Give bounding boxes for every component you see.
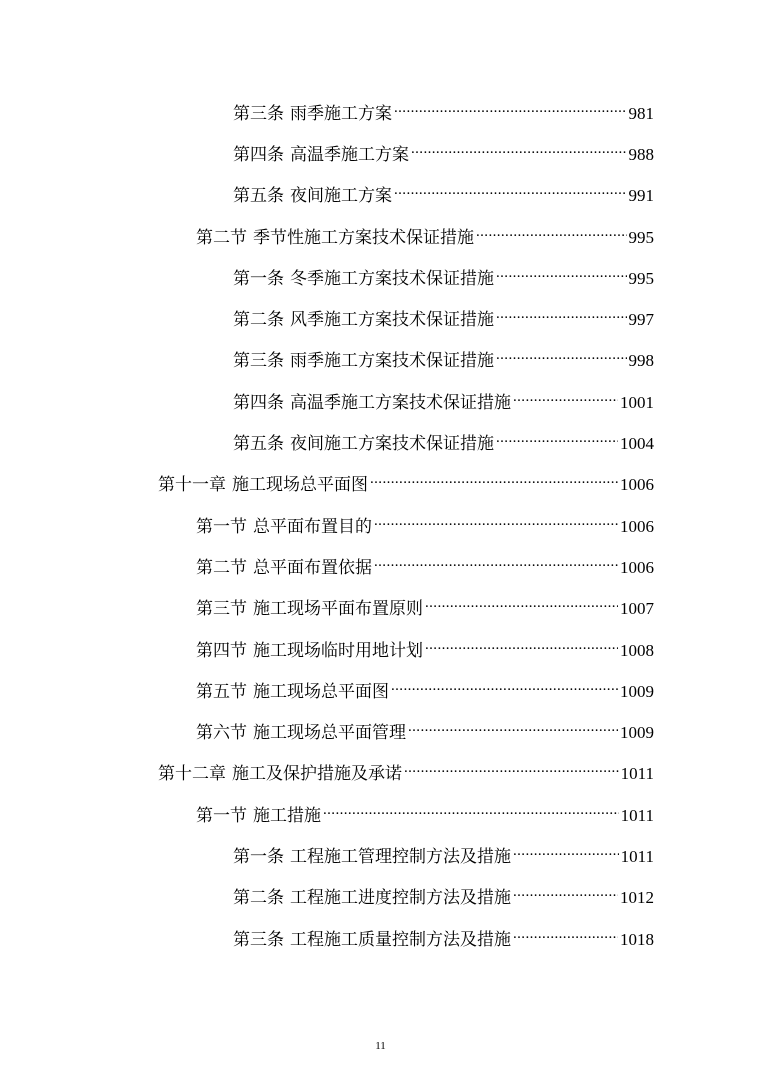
toc-entry[interactable]	[0, 544, 761, 585]
toc-entry-number: 第一条	[233, 268, 284, 289]
toc-entry-title: 风季施工方案技术保证措施	[290, 310, 494, 331]
toc-dot-leader	[404, 757, 619, 779]
toc-entry[interactable]	[0, 833, 761, 874]
toc-entry-page: 1006	[620, 516, 654, 536]
toc-dot-leader	[513, 881, 618, 903]
toc-entry-page: 1006	[620, 475, 654, 495]
toc-entry-page: 1007	[620, 599, 654, 619]
toc-entry-number: 第三节	[196, 599, 247, 620]
toc-entry-page: 1018	[620, 929, 654, 949]
toc-entry-page: 1011	[620, 846, 654, 866]
toc-entry[interactable]	[0, 462, 761, 503]
toc-dot-leader	[513, 386, 618, 408]
toc-entry[interactable]	[0, 709, 761, 750]
toc-entry-title: 施工现场总平面图	[232, 475, 368, 496]
toc-entry-number: 第一节	[196, 805, 247, 826]
toc-entry-title: 工程施工管理控制方法及措施	[290, 846, 511, 867]
toc-entry-number: 第二条	[233, 310, 284, 331]
toc-entry[interactable]	[0, 668, 761, 709]
toc-entry-number: 第十一章	[158, 475, 226, 496]
toc-dot-leader	[496, 262, 627, 284]
toc-entry[interactable]	[0, 379, 761, 420]
toc-entry-title: 施工现场总平面管理	[253, 723, 406, 744]
toc-entry[interactable]	[0, 792, 761, 833]
toc-dot-leader	[513, 840, 619, 862]
toc-dot-leader	[394, 179, 627, 201]
toc-entry-title: 总平面布置依据	[253, 557, 372, 578]
toc-dot-leader	[496, 427, 618, 449]
toc-entry-title: 高温季施工方案技术保证措施	[290, 392, 511, 413]
toc-entry-number: 第四条	[233, 144, 284, 165]
toc-entry-title: 施工现场总平面图	[253, 681, 389, 702]
toc-entry-number: 第二条	[233, 888, 284, 909]
toc-entry-number: 第二节	[196, 557, 247, 578]
toc-entry-number: 第五条	[233, 434, 284, 455]
toc-entry-page: 1004	[620, 434, 654, 454]
toc-entry-page: 995	[628, 268, 654, 288]
toc-entry[interactable]	[0, 90, 761, 131]
toc-dot-leader	[394, 97, 627, 119]
toc-dot-leader	[408, 716, 618, 738]
toc-entry-number: 第五条	[233, 186, 284, 207]
toc-entry-number: 第十二章	[158, 764, 226, 785]
toc-dot-leader	[425, 592, 618, 614]
toc-entry-title: 高温季施工方案	[290, 144, 409, 165]
toc-entry-page: 991	[628, 186, 654, 206]
table-of-contents	[0, 90, 761, 957]
toc-entry-page: 1008	[620, 640, 654, 660]
toc-entry-page: 981	[628, 103, 654, 123]
toc-dot-leader	[374, 510, 618, 532]
toc-entry-number: 第三条	[233, 103, 284, 124]
toc-entry-page: 1011	[620, 764, 654, 784]
toc-entry[interactable]	[0, 503, 761, 544]
toc-entry[interactable]	[0, 875, 761, 916]
toc-entry-number: 第四条	[233, 392, 284, 413]
toc-dot-leader	[391, 675, 618, 697]
toc-dot-leader	[476, 221, 627, 243]
toc-entry[interactable]	[0, 131, 761, 172]
toc-dot-leader	[374, 551, 618, 573]
toc-entry-number: 第一节	[196, 516, 247, 537]
toc-entry-page: 988	[628, 144, 654, 164]
toc-entry-number: 第六节	[196, 723, 247, 744]
toc-entry[interactable]	[0, 627, 761, 668]
toc-entry-page: 1011	[620, 805, 654, 825]
toc-entry[interactable]	[0, 916, 761, 957]
toc-entry-title: 施工现场临时用地计划	[253, 640, 423, 661]
toc-entry[interactable]	[0, 420, 761, 461]
toc-entry[interactable]	[0, 751, 761, 792]
toc-entry-page: 1012	[620, 888, 654, 908]
toc-dot-leader	[425, 634, 618, 656]
toc-entry-page: 997	[628, 310, 654, 330]
toc-entry-page: 1006	[620, 557, 654, 577]
toc-entry-number: 第一条	[233, 846, 284, 867]
toc-entry-page: 1009	[620, 681, 654, 701]
toc-entry-title: 雨季施工方案技术保证措施	[290, 351, 494, 372]
toc-dot-leader	[496, 344, 627, 366]
toc-entry[interactable]	[0, 173, 761, 214]
toc-entry-title: 工程施工进度控制方法及措施	[290, 888, 511, 909]
toc-entry-title: 工程施工质量控制方法及措施	[290, 929, 511, 950]
toc-entry-page: 995	[628, 227, 654, 247]
toc-entry[interactable]	[0, 255, 761, 296]
toc-entry[interactable]	[0, 296, 761, 337]
toc-entry[interactable]	[0, 214, 761, 255]
toc-dot-leader	[370, 468, 618, 490]
page-number: 11	[375, 1040, 386, 1052]
toc-entry-number: 第四节	[196, 640, 247, 661]
toc-entry-title: 夜间施工方案	[290, 186, 392, 207]
toc-entry[interactable]	[0, 338, 761, 379]
toc-entry-title: 季节性施工方案技术保证措施	[253, 227, 474, 248]
toc-entry-title: 雨季施工方案	[290, 103, 392, 124]
toc-entry-title: 施工措施	[253, 805, 321, 826]
toc-entry-title: 施工现场平面布置原则	[253, 599, 423, 620]
toc-dot-leader	[411, 138, 627, 160]
toc-dot-leader	[496, 303, 627, 325]
toc-entry-page: 1009	[620, 723, 654, 743]
toc-entry-number: 第二节	[196, 227, 247, 248]
toc-dot-leader	[513, 923, 618, 945]
toc-entry-page: 1001	[620, 392, 654, 412]
toc-entry-number: 第三条	[233, 929, 284, 950]
toc-entry-title: 施工及保护措施及承诺	[232, 764, 402, 785]
toc-entry-title: 冬季施工方案技术保证措施	[290, 268, 494, 289]
toc-entry-number: 第三条	[233, 351, 284, 372]
toc-dot-leader	[323, 799, 619, 821]
toc-entry-number: 第五节	[196, 681, 247, 702]
toc-entry-title: 总平面布置目的	[253, 516, 372, 537]
toc-entry-title: 夜间施工方案技术保证措施	[290, 434, 494, 455]
toc-entry[interactable]	[0, 586, 761, 627]
toc-entry-page: 998	[628, 351, 654, 371]
